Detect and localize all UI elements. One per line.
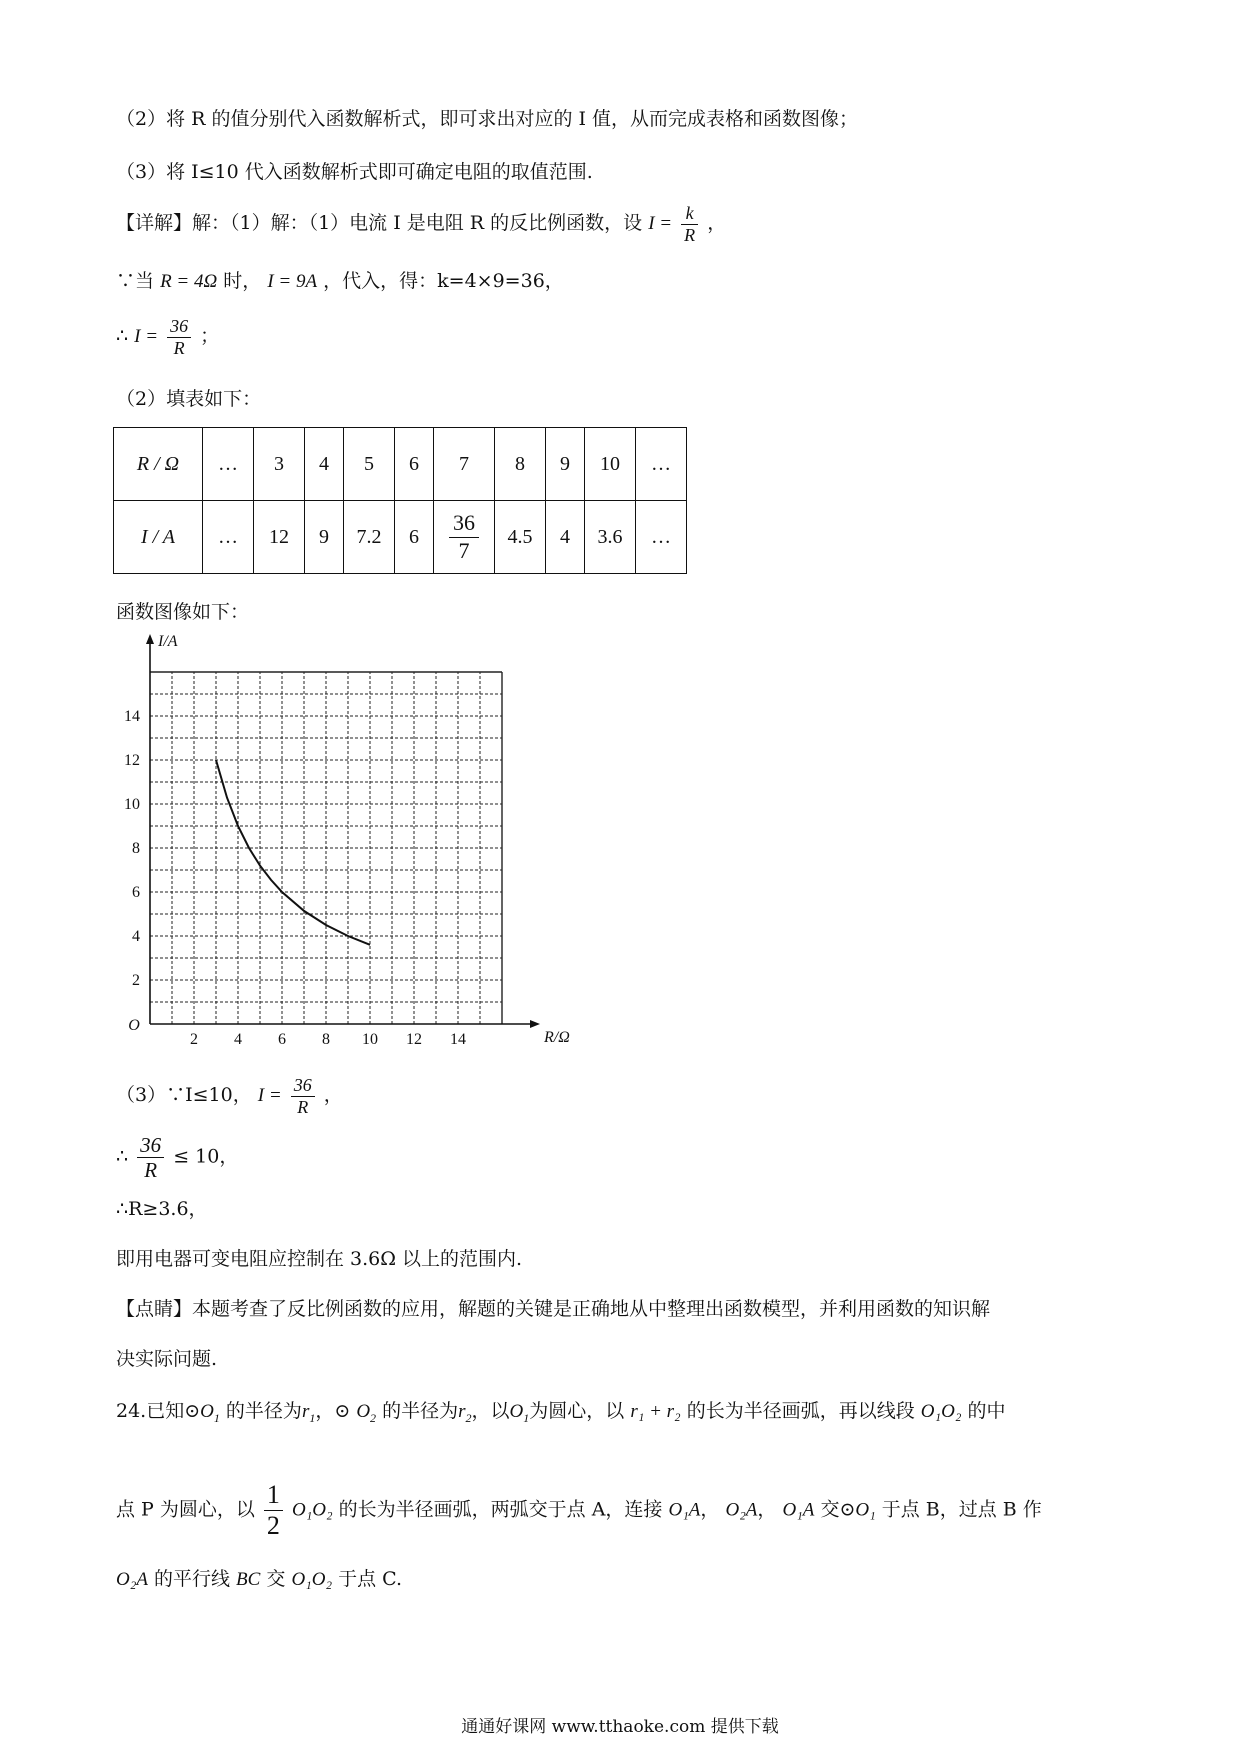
fraction-numerator: 36 — [449, 510, 479, 537]
problem-24-line-1 — [116, 1402, 1005, 1424]
solution-line-1 — [116, 203, 726, 245]
fraction-one-half — [264, 1480, 283, 1541]
table-row — [114, 501, 687, 574]
text: ∴ — [116, 325, 129, 348]
analysis-step-2: （2）将 R 的值分别代入函数解析式，即可求出对应的 I 值，从而完成表格和函数图像； — [116, 108, 859, 130]
text: ， — [323, 1084, 343, 1107]
text: ； — [200, 325, 220, 348]
text: （3）∵I≤10， — [116, 1084, 252, 1107]
fraction-denominator: R — [173, 337, 185, 358]
table-header-cell: R / Ω — [114, 428, 203, 501]
formula: BC — [236, 1569, 261, 1590]
y-tick-label: 4 — [132, 928, 140, 945]
text: 24.已知⊙ — [116, 1400, 201, 1422]
table-cell-fraction — [434, 501, 495, 574]
table-cell: 4 — [546, 501, 585, 574]
table-cell: … — [203, 428, 254, 501]
page-footer: 通通好课网 www.tthaoke.com 提供下载 — [461, 1717, 779, 1737]
symbol-o1: $O_1$ — [509, 1401, 530, 1425]
text: 为圆心，以 — [529, 1400, 625, 1422]
chart-grid — [150, 672, 502, 1024]
x-tick-label: 6 — [278, 1031, 286, 1048]
chart-curve — [216, 760, 370, 945]
y-tick-label: 14 — [124, 708, 140, 725]
x-axis-arrow-icon — [530, 1020, 540, 1028]
text: 于点 B，过点 B 作 — [881, 1498, 1042, 1521]
x-tick-label: 4 — [234, 1031, 242, 1048]
text: 的中 — [967, 1400, 1006, 1422]
formula-lhs: I = — [134, 326, 159, 348]
solution-step-3-line-3: ∴R≥3.6， — [116, 1198, 208, 1220]
problem-24-line-3 — [116, 1570, 402, 1589]
solution-fill-table-label: （2）填表如下： — [116, 388, 262, 410]
text: ， — [757, 1498, 777, 1521]
text: 的半径为 — [225, 1400, 302, 1422]
text: 的平行线 — [153, 1568, 230, 1590]
table-cell: 9 — [305, 501, 344, 574]
table-header-cell: I / A — [114, 501, 203, 574]
table-cell: 12 — [254, 501, 305, 574]
text: 交⊙ — [820, 1498, 856, 1521]
table-cell: 9 — [546, 428, 585, 501]
solution-step-3-line-2 — [116, 1133, 238, 1182]
fraction-k-over-r — [681, 203, 698, 245]
text: ∴ — [116, 1145, 129, 1168]
text: 点 P 为圆心，以 — [116, 1498, 255, 1521]
text: ， — [707, 212, 727, 235]
chart-ticks — [124, 633, 570, 1048]
table-cell: 4.5 — [495, 501, 546, 574]
text: 交 — [266, 1568, 286, 1590]
table-cell: … — [636, 501, 687, 574]
formula: I = 9A — [267, 271, 318, 292]
table-cell: 3.6 — [585, 501, 636, 574]
table-cell: 4 — [305, 428, 344, 501]
x-tick-label: 14 — [450, 1031, 466, 1048]
formula: r₁ + r₂ — [630, 1401, 681, 1422]
solution-line-2 — [116, 272, 564, 291]
formula: O₂A — [116, 1569, 148, 1590]
y-tick-label: 8 — [132, 840, 140, 857]
y-tick-label: 12 — [124, 752, 140, 769]
curve-i-equals-36-over-r — [216, 760, 370, 945]
symbol-o1: $O_1$ — [200, 1401, 220, 1425]
text: ∵当 — [116, 270, 155, 292]
text: 的长为半径画弧，再以线段 — [686, 1400, 915, 1422]
y-tick-label: 10 — [124, 796, 140, 813]
solution-step-3-line-1 — [116, 1075, 343, 1117]
y-tick-label: 6 — [132, 884, 140, 901]
text: ≤ 10， — [173, 1145, 239, 1168]
origin-label: O — [128, 1017, 140, 1034]
fraction-denominator: R — [144, 1158, 158, 1183]
text: 的半径为 — [382, 1400, 459, 1422]
solution-line-3 — [116, 316, 219, 358]
x-tick-label: 10 — [362, 1031, 378, 1048]
formula-lhs: I = — [648, 213, 673, 235]
graph-intro: 函数图像如下： — [116, 601, 250, 623]
text: 的长为半径画弧，两弧交于点 A，连接 — [338, 1498, 663, 1521]
fraction-denominator: R — [297, 1096, 309, 1117]
y-axis-arrow-icon — [146, 634, 154, 644]
table-cell: 8 — [495, 428, 546, 501]
table-cell: 10 — [585, 428, 636, 501]
value-table — [113, 427, 687, 574]
fraction-36-over-r — [167, 316, 191, 358]
fraction-numerator: 36 — [291, 1075, 315, 1097]
table-cell: 5 — [344, 428, 395, 501]
formula: O₁A — [668, 1499, 701, 1521]
analysis-step-3: （3）将 I≤10 代入函数解析式即可确定电阻的取值范围. — [116, 161, 593, 183]
formula: O₁A — [782, 1499, 815, 1521]
table-row — [114, 428, 687, 501]
comment-line-1: 【点睛】本题考查了反比例函数的应用，解题的关键是正确地从中整理出函数模型，并利用函数的知识解 — [116, 1298, 991, 1320]
fraction-denominator: R — [684, 224, 696, 245]
fraction-numerator: 36 — [137, 1133, 164, 1158]
table-cell: 7.2 — [344, 501, 395, 574]
formula: O₁O₂ — [291, 1569, 333, 1590]
text: 【详解】解：（1）解：（1）电流 I 是电阻 R 的反比例函数，设 — [116, 212, 643, 235]
fraction-36-over-r — [291, 1075, 315, 1117]
fraction-numerator: 1 — [264, 1480, 283, 1511]
symbol-r2: $r_2$ — [458, 1401, 472, 1425]
symbol-r1: $r_1$ — [301, 1401, 316, 1425]
formula: O₂A — [725, 1499, 758, 1521]
text: 于点 C. — [338, 1568, 403, 1590]
text: 时， — [223, 270, 262, 292]
x-tick-label: 8 — [322, 1031, 330, 1048]
formula: O₁O₂ — [291, 1499, 333, 1521]
fraction-36-over-r — [137, 1133, 164, 1182]
function-graph — [100, 633, 570, 1060]
fraction-36-over-7 — [449, 510, 479, 564]
chart-axes — [146, 634, 540, 1028]
fraction-numerator: 36 — [167, 316, 191, 338]
text: ， — [700, 1498, 720, 1521]
fraction-numerator: k — [681, 203, 698, 225]
text: ，⊙ — [315, 1400, 351, 1422]
problem-24-line-2 — [116, 1480, 1042, 1541]
fraction-denominator: 2 — [266, 1510, 280, 1540]
y-tick-label: 2 — [132, 972, 140, 989]
table-cell: 6 — [395, 501, 434, 574]
table-cell: … — [636, 428, 687, 501]
symbol-o2: $O_2$ — [356, 1401, 377, 1425]
solution-conclusion: 即用电器可变电阻应控制在 3.6Ω 以上的范围内. — [116, 1248, 523, 1270]
table-cell: 6 — [395, 428, 434, 501]
table-cell: 3 — [254, 428, 305, 501]
formula: O₁O₂ — [920, 1401, 962, 1422]
formula-lhs: I = — [257, 1085, 282, 1107]
x-axis-label: R/Ω — [544, 1029, 570, 1046]
fraction-denominator: 7 — [458, 537, 470, 563]
x-tick-label: 2 — [190, 1031, 198, 1048]
y-axis-label: I/A — [158, 633, 178, 650]
comment-line-2: 决实际问题. — [116, 1348, 218, 1370]
formula: R = 4Ω — [160, 271, 218, 292]
formula: O₁ — [855, 1499, 876, 1521]
table-cell: 7 — [434, 428, 495, 501]
text: ，以 — [471, 1400, 510, 1422]
x-tick-label: 12 — [406, 1031, 422, 1048]
text: ，代入，得：k=4×9=36， — [323, 270, 564, 292]
table-cell: … — [203, 501, 254, 574]
